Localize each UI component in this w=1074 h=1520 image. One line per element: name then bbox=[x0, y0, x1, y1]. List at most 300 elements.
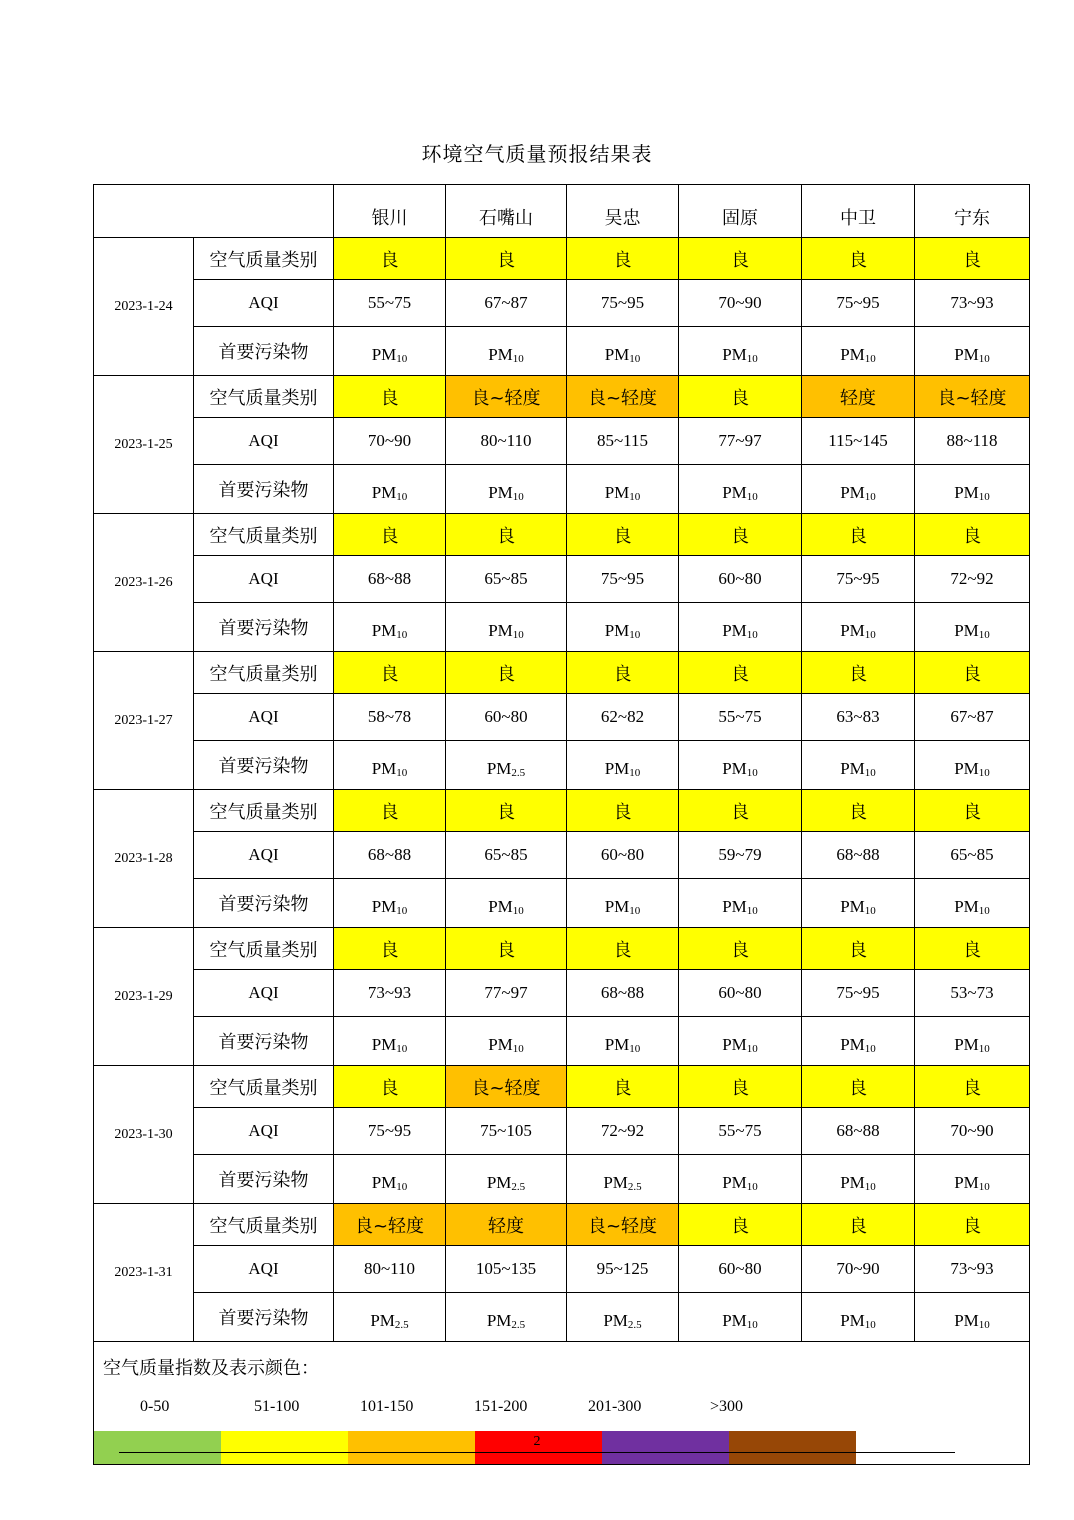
category-cell: 良 bbox=[802, 1204, 915, 1246]
pollutant-name: PM bbox=[722, 621, 747, 640]
category-cell: 良 bbox=[446, 514, 567, 556]
category-cell: 良 bbox=[802, 514, 915, 556]
row-label-aqi: AQI bbox=[194, 1246, 334, 1293]
pollutant-cell bbox=[802, 879, 915, 928]
category-cell: 良 bbox=[915, 1066, 1030, 1108]
aqi-cell: 68~88 bbox=[334, 832, 446, 879]
pollutant-row bbox=[94, 1293, 1030, 1342]
pollutant-name: PM bbox=[840, 1035, 865, 1054]
aqi-cell: 60~80 bbox=[446, 694, 567, 741]
category-row bbox=[94, 1066, 1030, 1108]
legend-range-label: 151-200 bbox=[474, 1398, 528, 1415]
aqi-cell: 53~73 bbox=[915, 970, 1030, 1017]
pollutant-name: PM bbox=[840, 345, 865, 364]
row-label-pollutant: 首要污染物 bbox=[194, 1155, 334, 1204]
aqi-cell: 75~95 bbox=[567, 280, 679, 327]
row-label-category: 空气质量类别 bbox=[194, 1066, 334, 1108]
pollutant-name: PM bbox=[722, 483, 747, 502]
pollutant-name: PM bbox=[486, 1311, 512, 1330]
pollutant-cell bbox=[446, 603, 567, 652]
aqi-cell: 62~82 bbox=[567, 694, 679, 741]
category-row bbox=[94, 928, 1030, 970]
category-cell: 良 bbox=[679, 1204, 802, 1246]
category-cell: 良 bbox=[567, 1066, 679, 1108]
category-cell: 良 bbox=[679, 652, 802, 694]
document-title: 环境空气质量预报结果表 bbox=[421, 142, 653, 166]
pollutant-name: PM bbox=[371, 1035, 397, 1054]
category-row bbox=[94, 238, 1030, 280]
pollutant-cell bbox=[679, 1293, 802, 1342]
aqi-cell: 60~80 bbox=[679, 1246, 802, 1293]
legend-range-label: >300 bbox=[710, 1398, 744, 1415]
aqi-cell: 60~80 bbox=[567, 832, 679, 879]
pollutant-cell bbox=[567, 741, 679, 790]
category-cell: 良 bbox=[915, 1204, 1030, 1246]
category-cell: 良 bbox=[802, 652, 915, 694]
pollutant-subscript: 2.5 bbox=[627, 1181, 642, 1193]
category-cell: 良 bbox=[679, 376, 802, 418]
pollutant-subscript: 10 bbox=[746, 629, 758, 641]
city-header: 固原 bbox=[679, 185, 802, 238]
pollutant-cell bbox=[679, 603, 802, 652]
pollutant-subscript: 10 bbox=[746, 353, 758, 365]
row-label-aqi: AQI bbox=[194, 1108, 334, 1155]
pollutant-cell bbox=[915, 1017, 1030, 1066]
city-header: 石嘴山 bbox=[446, 185, 567, 238]
category-cell: 良~轻度 bbox=[446, 1066, 567, 1108]
aqi-cell: 67~87 bbox=[446, 280, 567, 327]
pollutant-cell bbox=[334, 327, 446, 376]
pollutant-subscript: 2.5 bbox=[511, 767, 526, 779]
pollutant-cell bbox=[915, 603, 1030, 652]
category-cell: 良 bbox=[567, 238, 679, 280]
row-label-category: 空气质量类别 bbox=[194, 652, 334, 694]
pollutant-name: PM bbox=[604, 483, 630, 502]
legend-range-label: 201-300 bbox=[588, 1398, 642, 1415]
aqi-row bbox=[94, 280, 1030, 327]
pollutant-cell bbox=[334, 1155, 446, 1204]
category-cell: 良 bbox=[679, 1066, 802, 1108]
pollutant-name: PM bbox=[954, 1035, 979, 1054]
pollutant-cell bbox=[567, 1293, 679, 1342]
aqi-cell: 65~85 bbox=[446, 832, 567, 879]
pollutant-subscript: 2.5 bbox=[511, 1319, 526, 1331]
pollutant-cell bbox=[802, 1017, 915, 1066]
pollutant-cell bbox=[679, 741, 802, 790]
pollutant-subscript: 10 bbox=[396, 353, 408, 365]
pollutant-cell bbox=[679, 879, 802, 928]
date-cell: 2023-1-31 bbox=[94, 1204, 194, 1342]
category-cell: 轻度 bbox=[446, 1204, 567, 1246]
aqi-row bbox=[94, 418, 1030, 465]
aqi-cell: 70~90 bbox=[679, 280, 802, 327]
aqi-cell: 60~80 bbox=[679, 556, 802, 603]
pollutant-name: PM bbox=[954, 1311, 979, 1330]
pollutant-subscript: 10 bbox=[746, 491, 758, 503]
pollutant-name: PM bbox=[840, 1173, 865, 1192]
pollutant-cell bbox=[802, 741, 915, 790]
pollutant-subscript: 10 bbox=[746, 767, 758, 779]
pollutant-subscript: 10 bbox=[864, 1181, 876, 1193]
pollutant-name: PM bbox=[603, 1311, 628, 1330]
pollutant-subscript: 10 bbox=[864, 491, 876, 503]
aqi-cell: 55~75 bbox=[679, 694, 802, 741]
category-cell: 良 bbox=[679, 790, 802, 832]
category-cell: 良 bbox=[567, 928, 679, 970]
pollutant-subscript: 10 bbox=[512, 629, 524, 641]
pollutant-subscript: 10 bbox=[396, 1181, 408, 1193]
pollutant-subscript: 2.5 bbox=[394, 1319, 409, 1331]
category-cell: 良 bbox=[915, 238, 1030, 280]
aqi-cell: 77~97 bbox=[446, 970, 567, 1017]
aqi-cell: 73~93 bbox=[915, 1246, 1030, 1293]
pollutant-cell bbox=[446, 741, 567, 790]
pollutant-subscript: 10 bbox=[746, 1319, 758, 1331]
category-row bbox=[94, 652, 1030, 694]
pollutant-name: PM bbox=[722, 1035, 747, 1054]
row-label-pollutant: 首要污染物 bbox=[194, 1293, 334, 1342]
pollutant-name: PM bbox=[488, 621, 513, 640]
date-cell: 2023-1-29 bbox=[94, 928, 194, 1066]
pollutant-name: PM bbox=[954, 483, 979, 502]
aqi-cell: 70~90 bbox=[334, 418, 446, 465]
aqi-cell: 75~105 bbox=[446, 1108, 567, 1155]
row-label-category: 空气质量类别 bbox=[194, 514, 334, 556]
pollutant-cell bbox=[915, 465, 1030, 514]
pollutant-cell bbox=[567, 465, 679, 514]
category-cell: 良 bbox=[567, 514, 679, 556]
pollutant-subscript: 10 bbox=[978, 767, 990, 779]
aqi-cell: 58~78 bbox=[334, 694, 446, 741]
pollutant-name: PM bbox=[722, 1173, 747, 1192]
pollutant-subscript: 10 bbox=[629, 491, 641, 503]
row-label-pollutant: 首要污染物 bbox=[194, 465, 334, 514]
pollutant-cell bbox=[446, 1155, 567, 1204]
category-cell: 良 bbox=[915, 928, 1030, 970]
pollutant-subscript: 10 bbox=[864, 1319, 876, 1331]
aqi-cell: 75~95 bbox=[334, 1108, 446, 1155]
row-label-aqi: AQI bbox=[194, 970, 334, 1017]
pollutant-subscript: 10 bbox=[396, 905, 408, 917]
legend-title: 空气质量指数及表示颜色： bbox=[103, 1358, 319, 1379]
pollutant-subscript: 10 bbox=[629, 353, 641, 365]
pollutant-subscript: 10 bbox=[396, 629, 408, 641]
pollutant-name: PM bbox=[722, 345, 747, 364]
aqi-cell: 80~110 bbox=[446, 418, 567, 465]
pollutant-subscript: 2.5 bbox=[627, 1319, 642, 1331]
pollutant-cell bbox=[802, 465, 915, 514]
pollutant-cell bbox=[567, 879, 679, 928]
pollutant-name: PM bbox=[840, 621, 865, 640]
aqi-cell: 75~95 bbox=[802, 970, 915, 1017]
aqi-cell: 75~95 bbox=[802, 280, 915, 327]
aqi-cell: 75~95 bbox=[567, 556, 679, 603]
category-cell: 良 bbox=[567, 790, 679, 832]
pollutant-row bbox=[94, 879, 1030, 928]
row-label-pollutant: 首要污染物 bbox=[194, 1017, 334, 1066]
pollutant-name: PM bbox=[722, 1311, 747, 1330]
pollutant-cell bbox=[446, 1017, 567, 1066]
aqi-cell: 88~118 bbox=[915, 418, 1030, 465]
pollutant-row bbox=[94, 1155, 1030, 1204]
category-cell: 良~轻度 bbox=[567, 376, 679, 418]
aqi-cell: 115~145 bbox=[802, 418, 915, 465]
pollutant-name: PM bbox=[840, 483, 865, 502]
category-cell: 良 bbox=[446, 790, 567, 832]
pollutant-cell bbox=[915, 879, 1030, 928]
pollutant-row bbox=[94, 465, 1030, 514]
page-number: 2 bbox=[533, 1434, 541, 1449]
pollutant-cell bbox=[802, 1155, 915, 1204]
pollutant-subscript: 10 bbox=[864, 767, 876, 779]
row-label-aqi: AQI bbox=[194, 418, 334, 465]
legend-range-label: 51-100 bbox=[254, 1398, 300, 1415]
category-cell: 良 bbox=[334, 652, 446, 694]
aqi-cell: 63~83 bbox=[802, 694, 915, 741]
pollutant-name: PM bbox=[954, 345, 979, 364]
aqi-cell: 85~115 bbox=[567, 418, 679, 465]
pollutant-name: PM bbox=[604, 621, 630, 640]
pollutant-name: PM bbox=[486, 1173, 512, 1192]
pollutant-subscript: 10 bbox=[864, 629, 876, 641]
date-cell: 2023-1-27 bbox=[94, 652, 194, 790]
pollutant-name: PM bbox=[954, 1173, 979, 1192]
category-cell: 良 bbox=[679, 238, 802, 280]
category-cell: 良 bbox=[679, 928, 802, 970]
pollutant-subscript: 10 bbox=[978, 1181, 990, 1193]
category-cell: 良 bbox=[679, 514, 802, 556]
pollutant-cell bbox=[915, 1155, 1030, 1204]
forecast-table bbox=[93, 184, 1030, 1465]
aqi-cell: 60~80 bbox=[679, 970, 802, 1017]
pollutant-cell bbox=[679, 327, 802, 376]
pollutant-name: PM bbox=[840, 759, 865, 778]
row-label-pollutant: 首要污染物 bbox=[194, 327, 334, 376]
row-label-pollutant: 首要污染物 bbox=[194, 879, 334, 928]
pollutant-name: PM bbox=[371, 897, 397, 916]
aqi-cell: 68~88 bbox=[802, 1108, 915, 1155]
pollutant-subscript: 10 bbox=[746, 1043, 758, 1055]
aqi-cell: 65~85 bbox=[915, 832, 1030, 879]
legend-range-label: 101-150 bbox=[360, 1398, 414, 1415]
category-cell: 良 bbox=[802, 790, 915, 832]
pollutant-name: PM bbox=[604, 1035, 630, 1054]
pollutant-name: PM bbox=[488, 897, 513, 916]
pollutant-subscript: 10 bbox=[978, 353, 990, 365]
aqi-cell: 55~75 bbox=[679, 1108, 802, 1155]
date-cell: 2023-1-25 bbox=[94, 376, 194, 514]
pollutant-subscript: 10 bbox=[629, 767, 641, 779]
pollutant-subscript: 10 bbox=[978, 905, 990, 917]
pollutant-cell bbox=[334, 741, 446, 790]
pollutant-subscript: 10 bbox=[746, 905, 758, 917]
footer-rule bbox=[119, 1452, 955, 1453]
city-header: 银川 bbox=[334, 185, 446, 238]
aqi-cell: 55~75 bbox=[334, 280, 446, 327]
pollutant-subscript: 10 bbox=[512, 1043, 524, 1055]
pollutant-name: PM bbox=[370, 1311, 395, 1330]
city-header: 吴忠 bbox=[567, 185, 679, 238]
pollutant-name: PM bbox=[604, 759, 630, 778]
category-cell: 良 bbox=[334, 514, 446, 556]
row-label-category: 空气质量类别 bbox=[194, 238, 334, 280]
row-label-pollutant: 首要污染物 bbox=[194, 603, 334, 652]
pollutant-row bbox=[94, 603, 1030, 652]
aqi-cell: 70~90 bbox=[915, 1108, 1030, 1155]
date-cell: 2023-1-28 bbox=[94, 790, 194, 928]
row-label-category: 空气质量类别 bbox=[194, 376, 334, 418]
pollutant-subscript: 10 bbox=[864, 1043, 876, 1055]
aqi-cell: 68~88 bbox=[567, 970, 679, 1017]
pollutant-cell bbox=[334, 1293, 446, 1342]
category-row bbox=[94, 1204, 1030, 1246]
pollutant-name: PM bbox=[603, 1173, 628, 1192]
category-cell: 良 bbox=[446, 652, 567, 694]
pollutant-cell bbox=[446, 1293, 567, 1342]
pollutant-name: PM bbox=[840, 1311, 865, 1330]
date-cell: 2023-1-26 bbox=[94, 514, 194, 652]
pollutant-name: PM bbox=[371, 345, 397, 364]
pollutant-cell bbox=[802, 1293, 915, 1342]
category-cell: 良~轻度 bbox=[567, 1204, 679, 1246]
pollutant-cell bbox=[567, 603, 679, 652]
pollutant-name: PM bbox=[604, 897, 630, 916]
pollutant-subscript: 10 bbox=[629, 905, 641, 917]
row-label-aqi: AQI bbox=[194, 556, 334, 603]
aqi-cell: 72~92 bbox=[567, 1108, 679, 1155]
row-label-category: 空气质量类别 bbox=[194, 1204, 334, 1246]
pollutant-subscript: 10 bbox=[978, 629, 990, 641]
header-corner-cell bbox=[94, 185, 334, 238]
pollutant-row bbox=[94, 741, 1030, 790]
category-cell: 良 bbox=[334, 238, 446, 280]
category-cell: 良 bbox=[802, 928, 915, 970]
aqi-cell: 59~79 bbox=[679, 832, 802, 879]
pollutant-subscript: 2.5 bbox=[511, 1181, 526, 1193]
aqi-cell: 75~95 bbox=[802, 556, 915, 603]
category-cell: 良~轻度 bbox=[334, 1204, 446, 1246]
category-cell: 良 bbox=[802, 238, 915, 280]
row-label-category: 空气质量类别 bbox=[194, 928, 334, 970]
aqi-row bbox=[94, 1246, 1030, 1293]
pollutant-cell bbox=[679, 465, 802, 514]
aqi-row bbox=[94, 832, 1030, 879]
aqi-row bbox=[94, 970, 1030, 1017]
aqi-row bbox=[94, 556, 1030, 603]
pollutant-cell bbox=[915, 1293, 1030, 1342]
aqi-cell: 95~125 bbox=[567, 1246, 679, 1293]
date-cell: 2023-1-30 bbox=[94, 1066, 194, 1204]
pollutant-cell bbox=[334, 603, 446, 652]
aqi-cell: 105~135 bbox=[446, 1246, 567, 1293]
legend-range-label: 0-50 bbox=[140, 1398, 170, 1415]
pollutant-name: PM bbox=[488, 483, 513, 502]
aqi-cell: 68~88 bbox=[334, 556, 446, 603]
pollutant-cell bbox=[679, 1155, 802, 1204]
pollutant-cell bbox=[802, 603, 915, 652]
pollutant-cell bbox=[334, 1017, 446, 1066]
category-cell: 良 bbox=[334, 376, 446, 418]
row-label-aqi: AQI bbox=[194, 832, 334, 879]
pollutant-subscript: 10 bbox=[978, 1319, 990, 1331]
pollutant-cell bbox=[802, 327, 915, 376]
pollutant-name: PM bbox=[954, 759, 979, 778]
aqi-row bbox=[94, 1108, 1030, 1155]
pollutant-name: PM bbox=[604, 345, 630, 364]
city-header: 中卫 bbox=[802, 185, 915, 238]
pollutant-cell bbox=[334, 879, 446, 928]
pollutant-subscript: 10 bbox=[512, 905, 524, 917]
aqi-cell: 72~92 bbox=[915, 556, 1030, 603]
pollutant-cell bbox=[334, 465, 446, 514]
category-cell: 良 bbox=[334, 790, 446, 832]
category-cell: 良 bbox=[915, 514, 1030, 556]
category-cell: 良 bbox=[334, 928, 446, 970]
category-cell: 良 bbox=[915, 790, 1030, 832]
date-cell: 2023-1-24 bbox=[94, 238, 194, 376]
pollutant-subscript: 10 bbox=[512, 491, 524, 503]
category-cell: 良 bbox=[567, 652, 679, 694]
pollutant-cell bbox=[446, 879, 567, 928]
aqi-cell: 65~85 bbox=[446, 556, 567, 603]
category-cell: 良~轻度 bbox=[915, 376, 1030, 418]
pollutant-name: PM bbox=[486, 759, 512, 778]
pollutant-subscript: 10 bbox=[978, 1043, 990, 1055]
category-row bbox=[94, 376, 1030, 418]
aqi-cell: 70~90 bbox=[802, 1246, 915, 1293]
city-header: 宁东 bbox=[915, 185, 1030, 238]
pollutant-cell bbox=[567, 327, 679, 376]
aqi-cell: 67~87 bbox=[915, 694, 1030, 741]
pollutant-name: PM bbox=[488, 1035, 513, 1054]
pollutant-name: PM bbox=[371, 621, 397, 640]
pollutant-subscript: 10 bbox=[978, 491, 990, 503]
row-label-aqi: AQI bbox=[194, 694, 334, 741]
pollutant-subscript: 10 bbox=[629, 1043, 641, 1055]
category-cell: 良 bbox=[802, 1066, 915, 1108]
pollutant-subscript: 10 bbox=[396, 1043, 408, 1055]
row-label-category: 空气质量类别 bbox=[194, 790, 334, 832]
pollutant-name: PM bbox=[371, 1173, 397, 1192]
pollutant-name: PM bbox=[371, 759, 397, 778]
pollutant-subscript: 10 bbox=[512, 353, 524, 365]
pollutant-cell bbox=[567, 1017, 679, 1066]
pollutant-name: PM bbox=[840, 897, 865, 916]
pollutant-cell bbox=[915, 327, 1030, 376]
aqi-cell: 73~93 bbox=[915, 280, 1030, 327]
pollutant-subscript: 10 bbox=[864, 353, 876, 365]
category-row bbox=[94, 790, 1030, 832]
pollutant-row bbox=[94, 327, 1030, 376]
pollutant-name: PM bbox=[722, 897, 747, 916]
category-cell: 良 bbox=[915, 652, 1030, 694]
aqi-cell: 80~110 bbox=[334, 1246, 446, 1293]
category-cell: 良 bbox=[334, 1066, 446, 1108]
pollutant-cell bbox=[446, 327, 567, 376]
pollutant-subscript: 10 bbox=[746, 1181, 758, 1193]
aqi-cell: 77~97 bbox=[679, 418, 802, 465]
pollutant-cell bbox=[446, 465, 567, 514]
aqi-cell: 73~93 bbox=[334, 970, 446, 1017]
category-cell: 良~轻度 bbox=[446, 376, 567, 418]
category-cell: 良 bbox=[446, 238, 567, 280]
pollutant-subscript: 10 bbox=[396, 767, 408, 779]
row-label-pollutant: 首要污染物 bbox=[194, 741, 334, 790]
pollutant-name: PM bbox=[954, 897, 979, 916]
pollutant-name: PM bbox=[371, 483, 397, 502]
pollutant-subscript: 10 bbox=[864, 905, 876, 917]
pollutant-row bbox=[94, 1017, 1030, 1066]
